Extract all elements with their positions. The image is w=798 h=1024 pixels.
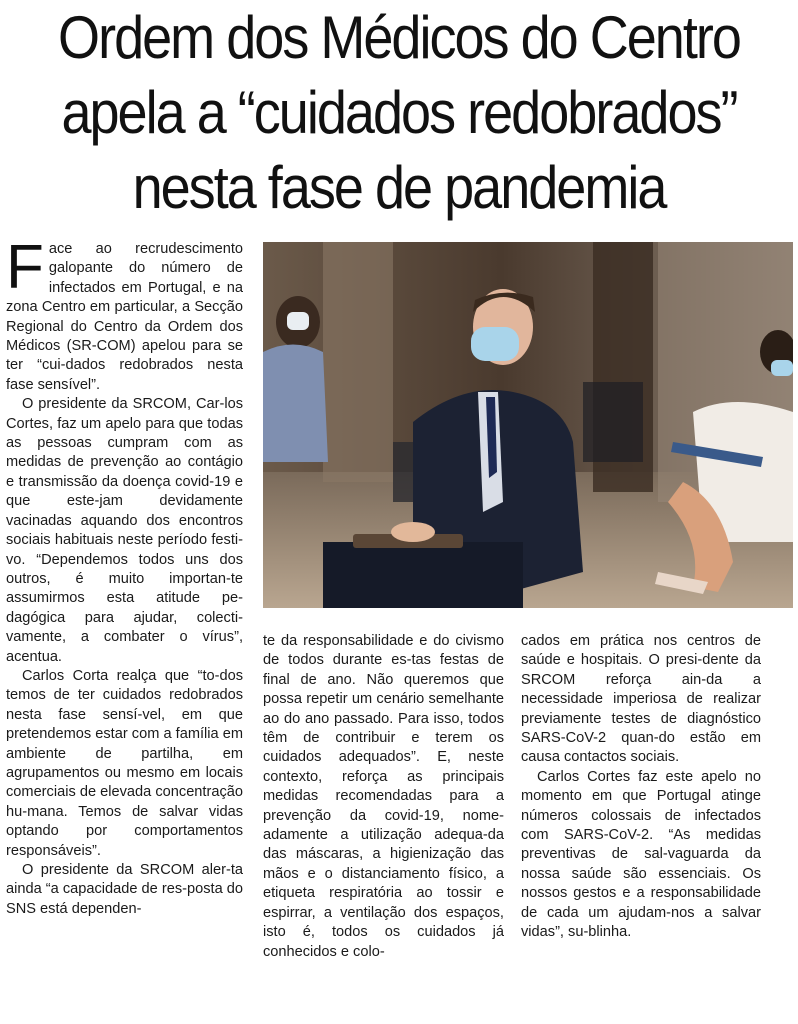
paragraph: Carlos Cortes faz este apelo no momento em que Portugal atinge números colossais de infectados com SARS-CoV-2. “As medidas preventivas de sal-vaguarda da nossa saúde são essenciais. Os nossos gestos e a responsabilidade de cada um ajudam-nos a salvar vidas”, su-blinha.	[521, 768, 761, 941]
paragraph: O presidente da SRCOM aler-ta ainda “a capacidade de res-posta do SNS está dependen-	[6, 862, 243, 917]
article-column-1	[6, 233, 243, 919]
paragraph-text: ace ao recrudescimento galopante do número de infectados em Portugal, e na zona Centro em particular, a Secção Regional do Centro da Ordem dos Médicos (SR-COM) apelou para se ter “cui-dados redobrados nesta fase sensível”.	[6, 241, 243, 393]
paragraph: cados em prática nos centros de saúde e hospitais. O presi-dente da SRCOM reforça ain-da a necessidade imperiosa de realizar previamente testes de diagnóstico SARS-CoV-2 quan-do estão em causa contactos sociais.	[521, 633, 761, 766]
article-photo	[263, 242, 793, 608]
paragraph	[6, 233, 243, 395]
paragraph: te da responsabilidade e do civismo de todos durante es-tas festas de final de ano. Não queremos que possa repetir um cenário semelhante ao do ano passado. Para isso, todos têm de contribuir e terem os cuidados adequados”. E, neste contexto, reforça as principais medidas recomendadas para a prevenção da covid-19, nome-adamente a utilização adequa-da das máscaras, a higienização das mãos e o distanciamento físico, a etiqueta respiratória ao tossir e espirrar, a ventilação dos espaços, isto é, todos os cuidados já conhecidos e colo-	[263, 633, 504, 960]
photo-illustration	[263, 242, 793, 608]
headline-line-2: apela a “cuidados redobrados”	[61, 79, 737, 146]
paragraph: O presidente da SRCOM, Car-los Cortes, faz um apelo para que todas as pessoas cumpram com as medidas de prevenção ao contágio e transmissão da doença covid-19 e que este-jam devidamente vacinadas aquando dos encontros sociais habituais neste período festi-vo. “Dependemos todos uns dos outros, é muito importan-te assumirmos esta atitude pe-dagógica para ajudar, colecti-vamente, a combater o vírus”, acentua.	[6, 396, 243, 665]
drop-cap: F	[6, 233, 44, 302]
article-column-3	[521, 632, 761, 943]
headline-line-3: nesta fase de pandemia	[132, 154, 666, 221]
article-column-2	[263, 632, 504, 962]
paragraph: Carlos Corta realça que “to-dos temos de ter cuidados redobrados nesta fase sensí-vel, em que pretendemos estar com a família em ambiente de partilha, em agrupamentos ou mesmo em locais comerciais de elevada concentração hu-mana. Temos de salvar vidas optando por comportamentos responsáveis”.	[6, 667, 243, 859]
headline-line-1: Ordem dos Médicos do Centro	[58, 4, 740, 71]
headline	[40, 0, 758, 225]
